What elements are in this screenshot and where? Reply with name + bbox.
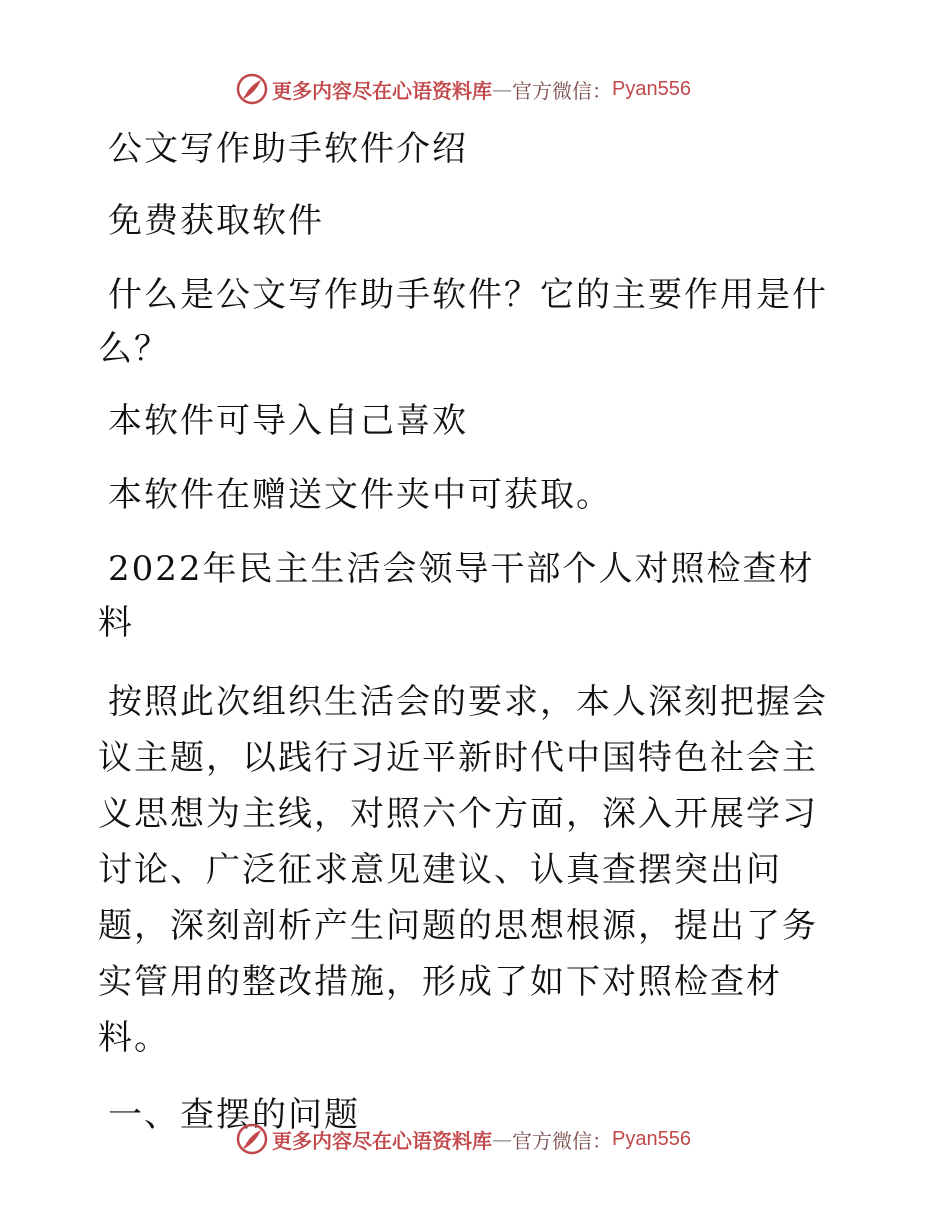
quill-logo-icon [236,73,268,105]
import-line: 本软件可导入自己喜欢 [108,401,468,441]
watermark-label: 官方微信： [512,1128,612,1153]
doc-title: 公文写作助手软件介绍 [108,129,468,169]
intro-paragraph: 按照此次组织生活会的要求，本人深刻把握会议主题，以践行习近平新时代中国特色社会主义思想为主线，对照六个方面，深入开展学习讨论、广泛征求意见建议、认真查摆突出问题，深刻剖析产生问题的思想根源，提出了务实管用的整改措施，形成了如下对照检查材料。 [98,682,828,1058]
watermark-dash: — [492,77,512,101]
section-heading-1: 一、查摆的问题 [108,1095,360,1135]
question-paragraph: 什么是公文写作助手软件？它的主要作用是什么？ [98,275,828,369]
watermark-wechat-id: Pyan556 [612,1127,691,1150]
quill-logo-icon [236,1123,268,1155]
watermark-dash: — [492,1127,512,1151]
document-body [98,122,850,1142]
material-heading: 2022年民主生活会领导干部个人对照检查材料 [98,549,815,643]
header-watermark [236,72,691,106]
watermark-main-text: 更多内容尽在心语资料库 [272,78,492,103]
watermark-wechat-id: Pyan556 [612,77,691,100]
gift-folder-line: 本软件在赠送文件夹中可获取。 [108,475,612,515]
watermark-label: 官方微信： [512,78,612,103]
free-download-line: 免费获取软件 [108,201,324,241]
footer-watermark [236,1122,691,1156]
watermark-main-text: 更多内容尽在心语资料库 [272,1128,492,1153]
